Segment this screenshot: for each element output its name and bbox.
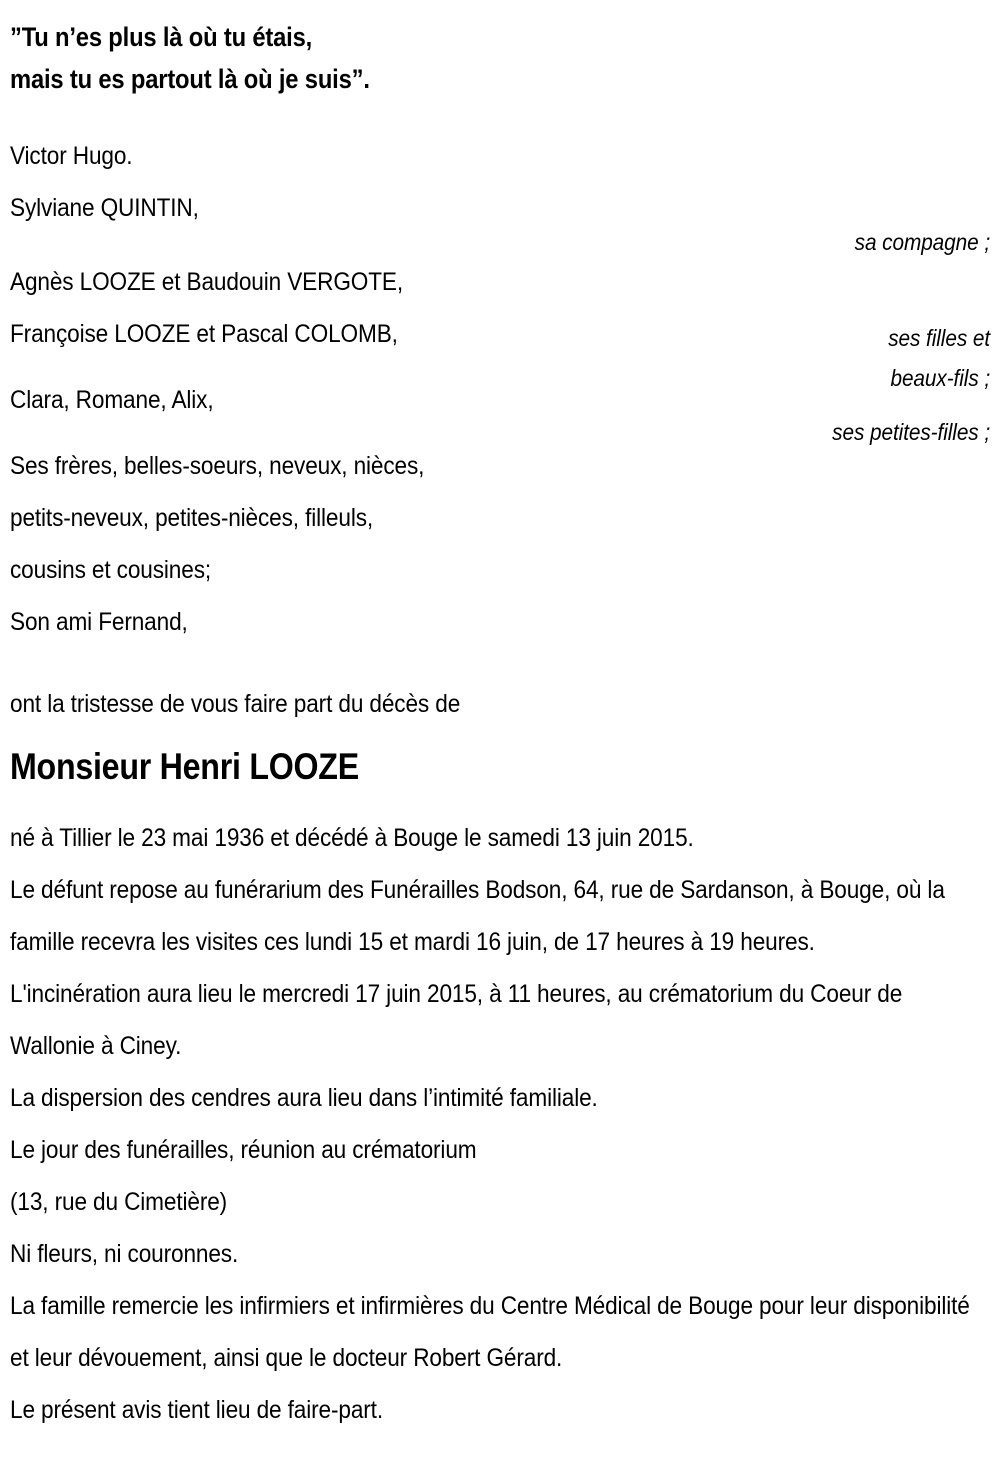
- family-daughters-block: [10, 256, 991, 391]
- spacer: [10, 100, 990, 130]
- others-line-1: Ses frères, belles-soeurs, neveux, nièces,: [10, 452, 425, 480]
- family-companion-block: [10, 182, 991, 255]
- family-thanks: La famille remercie les infirmiers et infirmières du Centre Médical de Bouge pour leur disponibilité et leur dévouement, ainsi que le docteur Robert Gérard.: [10, 1292, 970, 1372]
- daughters-relation-line-2: beaux-fils ;: [890, 365, 991, 391]
- spacer: [10, 790, 990, 812]
- companion-name: Sylviane QUINTIN,: [10, 194, 199, 222]
- deceased-name: Monsieur Henri LOOZE: [10, 746, 359, 787]
- family-others-block: [10, 440, 990, 648]
- flowers-notice: Ni fleurs, ni couronnes.: [10, 1240, 239, 1268]
- grandchildren-names: Clara, Romane, Alix,: [10, 386, 214, 414]
- visitation-details: Le défunt repose au funérarium des Funérailles Bodson, 64, rue de Sardanson, à Bouge, où la famille recevra les visites ces lundi 15 et mardi 16 juin, de 17 heures à 19 heures.: [10, 876, 945, 956]
- quote-line-1: ”Tu n’es plus là où tu étais,: [10, 22, 313, 52]
- others-line-4: Son ami Fernand,: [10, 608, 188, 636]
- daughters-line-1: Agnès LOOZE et Baudouin VERGOTE,: [10, 268, 404, 296]
- quote-attribution-block: [10, 130, 990, 182]
- others-line-2: petits-neveux, petites-nièces, filleuls,: [10, 504, 374, 532]
- grandchildren-relation: ses petites-filles ;: [832, 419, 991, 445]
- birth-death-details: né à Tillier le 23 mai 1936 et décédé à Bouge le samedi 13 juin 2015.: [10, 824, 694, 852]
- daughters-relation-line-1: ses filles et: [888, 325, 991, 351]
- quote-attribution: Victor Hugo.: [10, 142, 133, 170]
- quote-line-2: mais tu es partout là où je suis”.: [10, 64, 370, 94]
- others-line-3: cousins et cousines;: [10, 556, 212, 584]
- announcement-text: ont la tristesse de vous faire part du décès de: [10, 690, 461, 718]
- companion-relation: sa compagne ;: [854, 229, 991, 255]
- daughters-line-2: Françoise LOOZE et Pascal COLOMB,: [10, 320, 398, 348]
- cremation-details: L'incinération aura lieu le mercredi 17 juin 2015, à 11 heures, au crématorium du Coeur de Wallonie à Ciney.: [10, 980, 903, 1060]
- announcement-block: [10, 678, 990, 730]
- ashes-dispersion-details: La dispersion des cendres aura lieu dans l’intimité familiale.: [10, 1084, 598, 1112]
- faire-part-notice: Le présent avis tient lieu de faire-part.: [10, 1396, 383, 1424]
- spacer: [10, 648, 990, 678]
- crematorium-address: (13, rue du Cimetière): [10, 1188, 228, 1216]
- opening-quote: [10, 0, 985, 100]
- spacer: [10, 730, 990, 744]
- gathering-details: Le jour des funérailles, réunion au crématorium: [10, 1136, 477, 1164]
- family-grandchildren-block: [10, 374, 991, 445]
